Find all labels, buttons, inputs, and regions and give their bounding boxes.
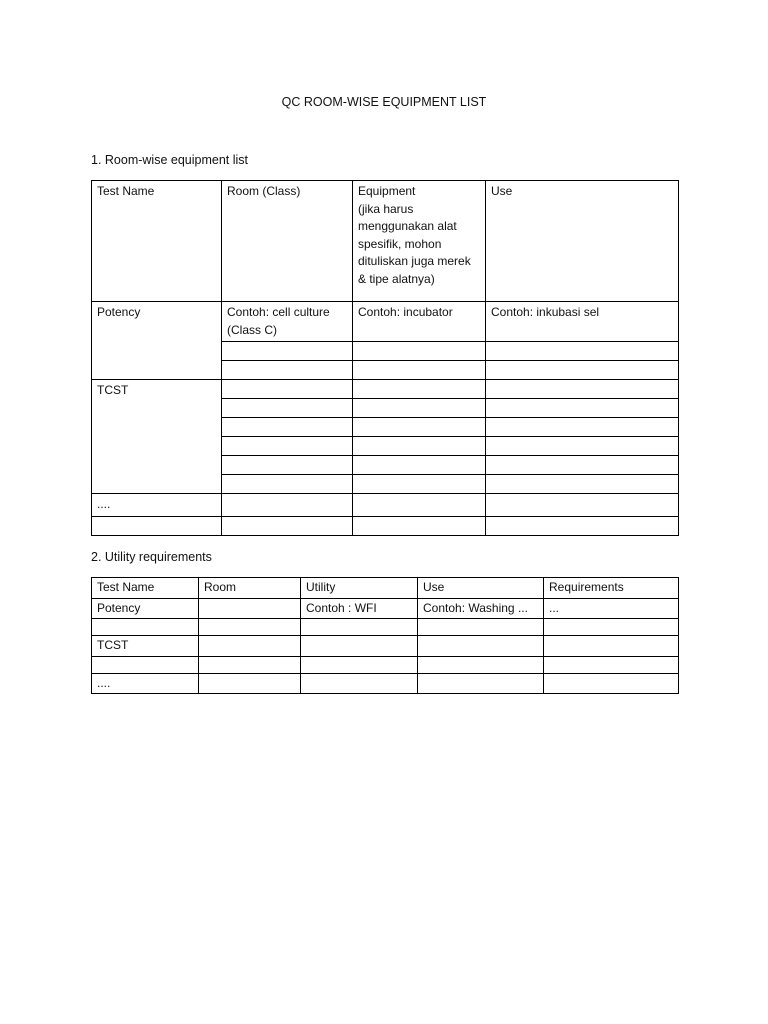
table-cell — [486, 399, 679, 418]
equipment-list-table — [91, 180, 679, 536]
table-cell — [544, 619, 679, 636]
section-heading-utility-requirements: 2. Utility requirements — [91, 550, 212, 564]
table-cell — [222, 361, 353, 380]
table-cell — [353, 475, 486, 494]
table-cell — [353, 418, 486, 437]
header-test-name: Test Name — [92, 578, 199, 599]
table-row — [92, 673, 679, 694]
cell-test-tcst: TCST — [92, 636, 199, 657]
table-cell — [486, 494, 679, 517]
section-heading-equipment-list: 1. Room-wise equipment list — [91, 153, 249, 167]
table-cell — [301, 619, 418, 636]
header-use: Use — [418, 578, 544, 599]
table-row — [92, 598, 679, 619]
table-row — [92, 302, 679, 342]
table-cell — [222, 494, 353, 517]
table-cell — [544, 673, 679, 694]
table-cell — [222, 399, 353, 418]
cell-requirements-example: ... — [544, 598, 679, 619]
table-cell — [199, 656, 301, 673]
table-cell — [418, 656, 544, 673]
table-cell — [418, 636, 544, 657]
table-cell — [353, 361, 486, 380]
cell-room-example: Contoh: cell culture (Class C) — [222, 302, 353, 342]
header-equipment-label: Equipment — [358, 184, 416, 198]
cell-use-example: Contoh: inkubasi sel — [486, 302, 679, 342]
table-row — [92, 516, 679, 535]
table-cell — [301, 636, 418, 657]
table-cell — [222, 456, 353, 475]
table-header-row — [92, 181, 679, 302]
header-utility: Utility — [301, 578, 418, 599]
header-room: Room — [199, 578, 301, 599]
table-cell — [486, 342, 679, 361]
table-cell — [92, 656, 199, 673]
table-cell — [486, 418, 679, 437]
table-cell — [301, 656, 418, 673]
cell-test-tcst: TCST — [92, 380, 222, 494]
table-cell — [486, 475, 679, 494]
cell-use-example: Contoh: Washing ... — [418, 598, 544, 619]
table-cell — [222, 475, 353, 494]
table-row — [92, 619, 679, 636]
table-cell — [301, 673, 418, 694]
table-row — [92, 494, 679, 517]
header-equipment — [353, 181, 486, 302]
table-cell — [222, 342, 353, 361]
table-cell — [199, 673, 301, 694]
table-cell — [353, 399, 486, 418]
table-cell — [353, 380, 486, 399]
table-row — [92, 656, 679, 673]
table-cell — [486, 380, 679, 399]
utility-requirements-table — [91, 577, 679, 694]
table-cell — [92, 619, 199, 636]
table-cell — [222, 380, 353, 399]
header-use: Use — [486, 181, 679, 302]
table-cell — [199, 619, 301, 636]
table-row — [92, 636, 679, 657]
table-cell — [486, 437, 679, 456]
page-title: QC ROOM-WISE EQUIPMENT LIST — [281, 95, 487, 109]
table-cell — [353, 456, 486, 475]
table-row — [92, 380, 679, 399]
header-room-class: Room (Class) — [222, 181, 353, 302]
header-requirements: Requirements — [544, 578, 679, 599]
table-cell — [486, 361, 679, 380]
cell-test-more: .... — [92, 673, 199, 694]
table-cell — [418, 673, 544, 694]
table-cell — [418, 619, 544, 636]
table-cell — [486, 516, 679, 535]
cell-utility-example: Contoh : WFI — [301, 598, 418, 619]
table-cell — [353, 342, 486, 361]
cell-test-potency: Potency — [92, 598, 199, 619]
table-cell — [92, 516, 222, 535]
table-cell — [353, 516, 486, 535]
cell-test-potency: Potency — [92, 302, 222, 380]
header-test-name: Test Name — [92, 181, 222, 302]
table-cell — [199, 636, 301, 657]
table-cell — [222, 418, 353, 437]
table-cell — [222, 437, 353, 456]
cell-equipment-example: Contoh: incubator — [353, 302, 486, 342]
table-cell — [199, 598, 301, 619]
table-cell — [353, 494, 486, 517]
table-cell — [353, 437, 486, 456]
table-cell — [544, 656, 679, 673]
table-cell — [544, 636, 679, 657]
cell-test-more: .... — [92, 494, 222, 517]
header-equipment-note: (jika harus menggunakan alat spesifik, mohon dituliskan juga merek & tipe alatnya) — [358, 201, 471, 286]
table-cell — [486, 456, 679, 475]
table-header-row — [92, 578, 679, 599]
table-cell — [222, 516, 353, 535]
